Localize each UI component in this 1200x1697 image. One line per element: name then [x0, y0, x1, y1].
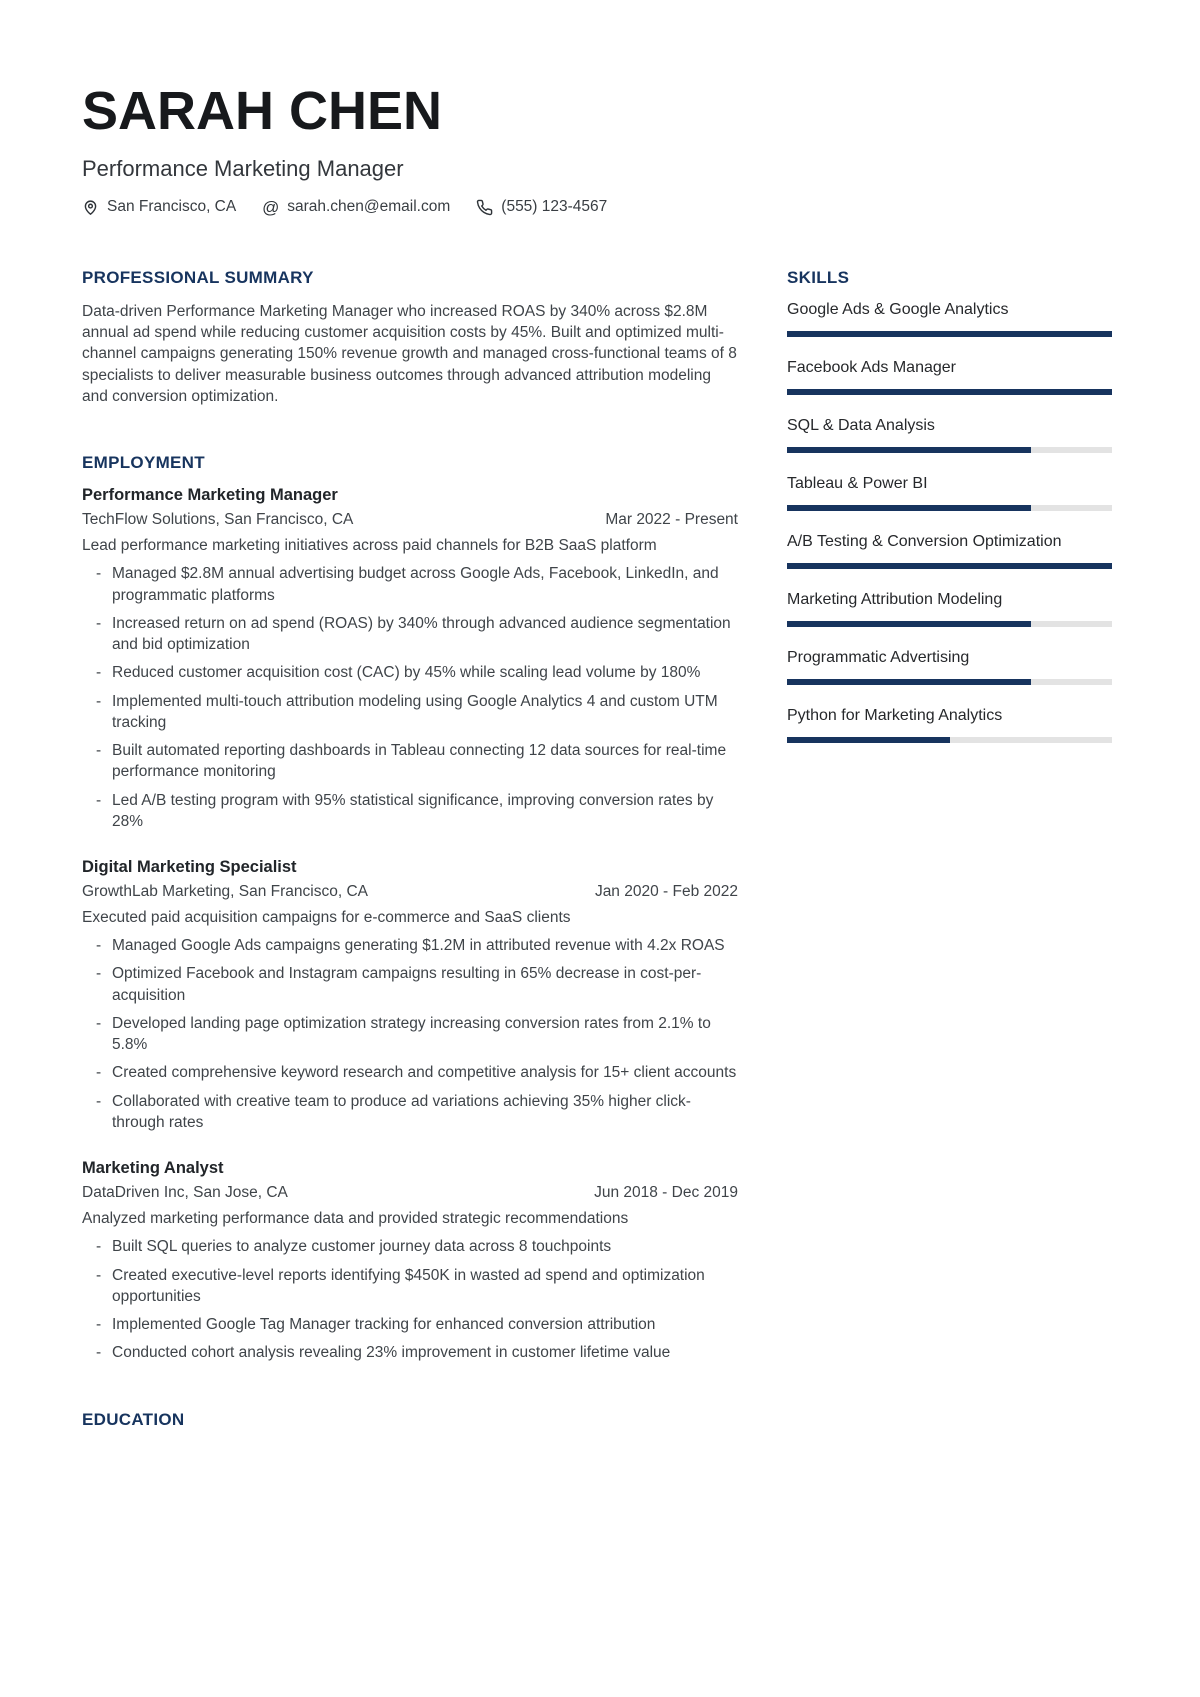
job-entry: [82, 1159, 738, 1363]
job-title: Digital Marketing Specialist: [82, 857, 297, 876]
skill-entry: [787, 301, 1112, 337]
job-lead: Analyzed marketing performance data and provided strategic recommendations: [82, 1210, 629, 1228]
job-bullets: [82, 935, 738, 1133]
education-heading: EDUCATION: [82, 1409, 185, 1429]
job-dates: Mar 2022 - Present: [605, 511, 738, 529]
skill-entry: [787, 417, 1112, 453]
job-title: Marketing Analyst: [82, 1159, 224, 1178]
job-dates: Jun 2018 - Dec 2019: [594, 1184, 738, 1202]
phone-icon: [476, 199, 493, 216]
skill-bar-track: [787, 563, 1112, 569]
skill-list: [787, 301, 1112, 743]
skill-bar-fill: [787, 331, 1112, 337]
job-meta-row: [82, 883, 738, 901]
skill-bar-track: [787, 679, 1112, 685]
bullet-item: - Conducted cohort analysis revealing 23% improvement in customer lifetime value: [112, 1342, 738, 1363]
contact-email: [262, 198, 450, 216]
job-lead: Lead performance marketing initiatives across paid channels for B2B SaaS platform: [82, 537, 657, 555]
job-title: Performance Marketing Manager: [82, 486, 338, 505]
skill-entry: [787, 475, 1112, 511]
skill-bar-track: [787, 505, 1112, 511]
skill-label: Facebook Ads Manager: [787, 359, 956, 376]
skill-bar-fill: [787, 621, 1031, 627]
bullet-item: - Managed Google Ads campaigns generating $1.2M in attributed revenue with 4.2x ROAS: [112, 935, 738, 956]
summary-heading: PROFESSIONAL SUMMARY: [82, 268, 314, 287]
contact-location-text: San Francisco, CA: [107, 198, 237, 215]
job-company: TechFlow Solutions, San Francisco, CA: [82, 511, 354, 529]
skill-label: Python for Marketing Analytics: [787, 707, 1003, 724]
email-at-icon: @: [262, 197, 280, 217]
contact-email-text: sarah.chen@email.com: [287, 198, 451, 215]
skill-bar-fill: [787, 563, 1112, 569]
resume-header: [82, 81, 1112, 217]
main-column: [82, 268, 738, 1443]
bullet-item: - Implemented multi-touch attribution modeling using Google Analytics 4 and custom UTM tracking: [112, 691, 738, 733]
skill-label: Marketing Attribution Modeling: [787, 591, 1003, 608]
job-company: DataDriven Inc, San Jose, CA: [82, 1184, 288, 1202]
skill-label: Google Ads & Google Analytics: [787, 301, 1009, 318]
section-employment: [82, 453, 738, 1363]
person-name: SARAH CHEN: [82, 81, 443, 141]
skill-bar-track: [787, 331, 1112, 337]
summary-text: Data-driven Performance Marketing Manager who increased ROAS by 340% across $2.8M annual ad spend while reducing customer acquisition costs by 45%. Built and optimized multi-channel campaigns generating 150% revenue growth and managed cross-functional teams of 8 specialists to deliver measurable business outcomes through advanced attribution modeling and conversion optimization.: [82, 303, 737, 405]
bullet-item: - Collaborated with creative team to produce ad variations achieving 35% higher click-through rates: [112, 1091, 738, 1133]
job-entry: [82, 858, 738, 1133]
bullet-item: - Managed $2.8M annual advertising budget across Google Ads, Facebook, LinkedIn, and programmatic platforms: [112, 563, 738, 605]
section-professional-summary: [82, 268, 738, 407]
bullet-item: - Created executive-level reports identifying $450K in wasted ad spend and optimization opportunities: [112, 1265, 738, 1307]
skill-bar-track: [787, 389, 1112, 395]
job-meta-row: [82, 1184, 738, 1202]
skill-entry: [787, 533, 1112, 569]
job-company: GrowthLab Marketing, San Francisco, CA: [82, 882, 369, 900]
bullet-item: - Increased return on ad spend (ROAS) by 340% through advanced audience segmentation and bid optimization: [112, 613, 738, 655]
skill-entry: [787, 591, 1112, 627]
skill-entry: [787, 359, 1112, 395]
job-dates: Jan 2020 - Feb 2022: [594, 882, 738, 900]
person-job-title: Performance Marketing Manager: [82, 156, 404, 181]
job-bullets: [82, 1236, 738, 1363]
job-list: [82, 486, 738, 1363]
skill-entry: [787, 649, 1112, 685]
bullet-item: - Led A/B testing program with 95% statistical significance, improving conversion rates by 28%: [112, 790, 738, 832]
contact-phone: [476, 198, 607, 216]
bullet-item: - Built automated reporting dashboards in Tableau connecting 12 data sources for real-time performance monitoring: [112, 740, 738, 782]
section-skills: [787, 268, 1112, 743]
sidebar-column: [787, 268, 1112, 1443]
skill-bar-track: [787, 737, 1112, 743]
bullet-item: - Reduced customer acquisition cost (CAC) by 45% while scaling lead volume by 180%: [112, 662, 738, 683]
skill-bar-fill: [787, 737, 950, 743]
bullet-item: - Developed landing page optimization strategy increasing conversion rates from 2.1% to 5.8%: [112, 1013, 738, 1055]
skill-label: Tableau & Power BI: [787, 475, 928, 492]
skill-bar-fill: [787, 389, 1112, 395]
bullet-item: - Implemented Google Tag Manager tracking for enhanced conversion attribution: [112, 1314, 738, 1335]
skill-bar-track: [787, 621, 1112, 627]
section-education: [82, 1410, 738, 1430]
employment-heading: EMPLOYMENT: [82, 453, 205, 473]
skill-entry: [787, 707, 1112, 743]
skill-label: SQL & Data Analysis: [787, 417, 935, 434]
content-columns: [82, 268, 1112, 1443]
contact-location: [82, 198, 236, 216]
skill-bar-fill: [787, 505, 1031, 511]
bullet-item: - Optimized Facebook and Instagram campaigns resulting in 65% decrease in cost-per-acquisition: [112, 963, 738, 1005]
location-pin-icon: [82, 199, 99, 216]
job-lead: Executed paid acquisition campaigns for e-commerce and SaaS clients: [82, 908, 571, 926]
contact-phone-text: (555) 123-4567: [501, 198, 608, 215]
bullet-item: - Created comprehensive keyword research and competitive analysis for 15+ client accounts: [112, 1062, 738, 1083]
skill-bar-fill: [787, 447, 1031, 453]
job-meta-row: [82, 511, 738, 529]
bullet-item: - Built SQL queries to analyze customer journey data across 8 touchpoints: [112, 1236, 738, 1257]
skill-label: A/B Testing & Conversion Optimization: [787, 533, 1062, 550]
contact-row: [82, 198, 1112, 216]
job-entry: [82, 486, 738, 832]
skill-label: Programmatic Advertising: [787, 649, 970, 666]
job-bullets: [82, 563, 738, 832]
skill-bar-track: [787, 447, 1112, 453]
skills-heading: SKILLS: [787, 268, 850, 287]
skill-bar-fill: [787, 679, 1031, 685]
